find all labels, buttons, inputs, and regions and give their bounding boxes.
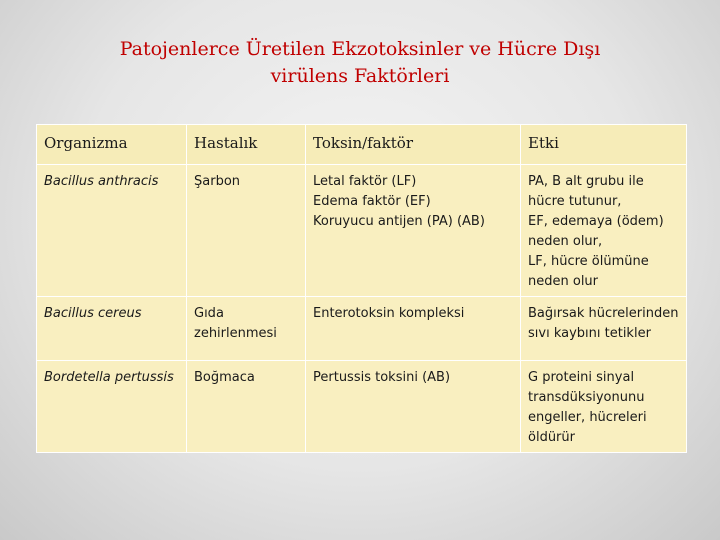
cell-effect [521, 165, 687, 297]
cell-effect [521, 361, 687, 453]
exotoxin-table [36, 124, 687, 453]
cell-toxin [306, 361, 521, 453]
cell-organism: Bordetella pertussis [37, 361, 187, 453]
cell-organism: Bacillus cereus [37, 297, 187, 361]
cell-effect [521, 297, 687, 361]
cell-disease: Gıda zehirlenmesi [187, 297, 306, 361]
header-organism: Organizma [37, 125, 187, 165]
table-header-row [37, 125, 687, 165]
table-row [37, 297, 687, 361]
cell-organism: Bacillus anthracis [37, 165, 187, 297]
effect-line: LF, hücre ölümüne neden olur [528, 254, 649, 289]
effect-line: EF, edemaya (ödem) neden olur, [528, 214, 664, 249]
effect-line: PA, B alt grubu ile hücre tutunur, [528, 174, 644, 209]
header-toxin: Toksin/faktör [306, 125, 521, 165]
header-disease: Hastalık [187, 125, 306, 165]
cell-disease: Şarbon [187, 165, 306, 297]
slide-title-line-1: Patojenlerce Üretilen Ekzotoksinler ve Hücre Dışı [119, 38, 601, 60]
toxin-line: Pertussis toksini (AB) [313, 370, 451, 385]
toxin-line: Edema faktör (EF) [313, 194, 431, 209]
toxin-line: Enterotoksin kompleksi [313, 306, 465, 321]
slide-title [0, 36, 720, 90]
effect-line: G proteini sinyal transdüksiyonunu engeller, hücreleri öldürür [528, 370, 647, 445]
slide-title-line-2: virülens Faktörleri [270, 65, 450, 87]
effect-line: Bağırsak hücrelerinden sıvı kaybını tetikler [528, 306, 679, 341]
cell-toxin [306, 297, 521, 361]
toxin-line: Koruyucu antijen (PA) (AB) [313, 214, 485, 229]
toxin-line: Letal faktör (LF) [313, 174, 417, 189]
cell-toxin [306, 165, 521, 297]
table-row [37, 165, 687, 297]
header-effect: Etki [521, 125, 687, 165]
cell-disease: Boğmaca [187, 361, 306, 453]
table-row [37, 361, 687, 453]
